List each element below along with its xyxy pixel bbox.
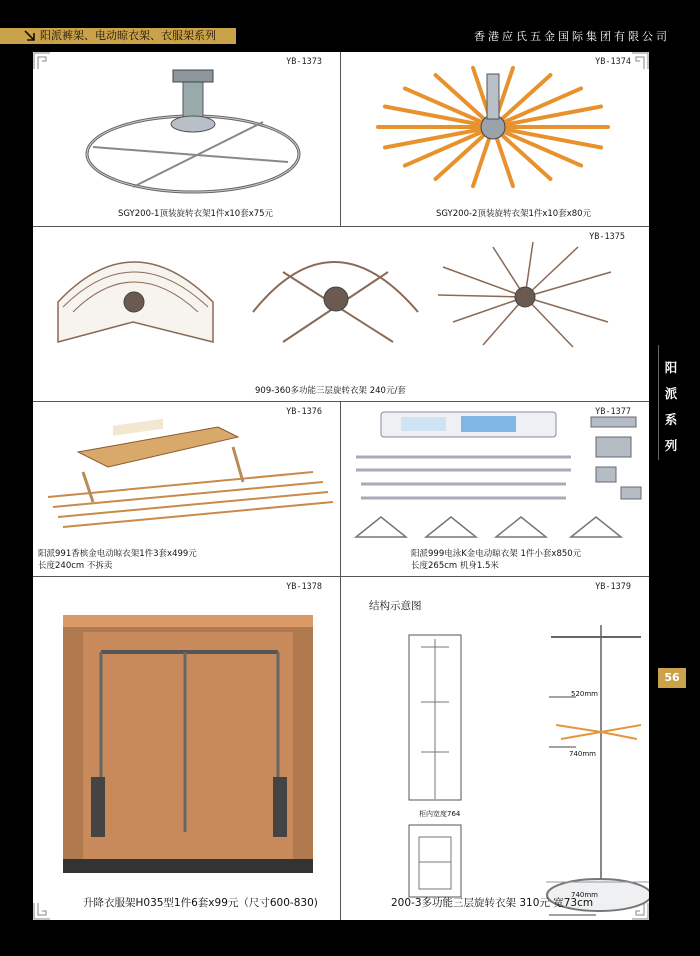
- catalog-page: [33, 52, 649, 920]
- product-caption: 909-360多功能三层旋转衣架 240元/套: [255, 386, 406, 396]
- dimension-label-520: 520mm: [571, 690, 598, 698]
- dimension-label-740: 740mm: [569, 750, 596, 758]
- side-divider: [658, 345, 659, 460]
- three-tier-rack-illustration: [33, 227, 649, 402]
- product-cell-yb1375: [33, 227, 649, 402]
- product-cell-yb1373: [33, 52, 341, 227]
- side-series-label: 阳派系列: [664, 360, 678, 453]
- product-caption: 阳派999电泳K金电动晾衣架 1件小套x850元: [411, 549, 582, 559]
- product-caption: 阳派991香槟金电动晾衣架1件3套x499元: [38, 549, 197, 559]
- product-code: YB-1375: [589, 232, 625, 242]
- structure-diagram: [341, 577, 649, 920]
- rotating-rack-illustration: [33, 52, 341, 227]
- product-caption: SGY200-2顶装旋转衣架1件x10套x80元: [436, 209, 592, 219]
- product-caption-line2: 长度240cm 不拆卖: [38, 561, 113, 571]
- product-code: YB-1376: [286, 407, 322, 417]
- product-caption: SGY200-1顶装旋转衣架1件x10套x75元: [118, 209, 274, 219]
- product-code: YB-1378: [286, 582, 322, 592]
- product-cell-yb1379: [341, 577, 649, 920]
- product-cell-yb1378: [33, 577, 341, 920]
- product-caption: 200-3多功能三层旋转衣架 310元 宽73cm: [391, 897, 594, 909]
- product-code: YB-1373: [286, 57, 322, 67]
- orange-arm-rack-illustration: [341, 52, 649, 227]
- diagram-title: 结构示意图: [369, 600, 422, 612]
- product-cell-yb1376: [33, 402, 341, 577]
- dimension-label-740-bottom: 740mm: [571, 891, 598, 899]
- product-code: YB-1377: [595, 407, 631, 417]
- product-caption-line2: 长度265cm 机身1.5米: [411, 561, 499, 571]
- arrow-down-right-icon: [22, 28, 38, 44]
- wardrobe-lift-illustration: [33, 577, 341, 920]
- product-code: YB-1379: [595, 582, 631, 592]
- product-caption: 升降衣服架H035型1件6套x99元（尺寸600-830): [83, 897, 318, 909]
- header-company-name: 香港应氏五金国际集团有限公司: [474, 30, 670, 43]
- header-series-title: 阳派裤架、电动晾衣架、衣服架系列: [40, 29, 216, 42]
- product-code: YB-1374: [595, 57, 631, 67]
- page-number: 56: [658, 668, 686, 688]
- product-cell-yb1377: [341, 402, 649, 577]
- dimension-label-cabinet-width: 柜内宽度764: [419, 810, 461, 818]
- product-cell-yb1374: [341, 52, 649, 227]
